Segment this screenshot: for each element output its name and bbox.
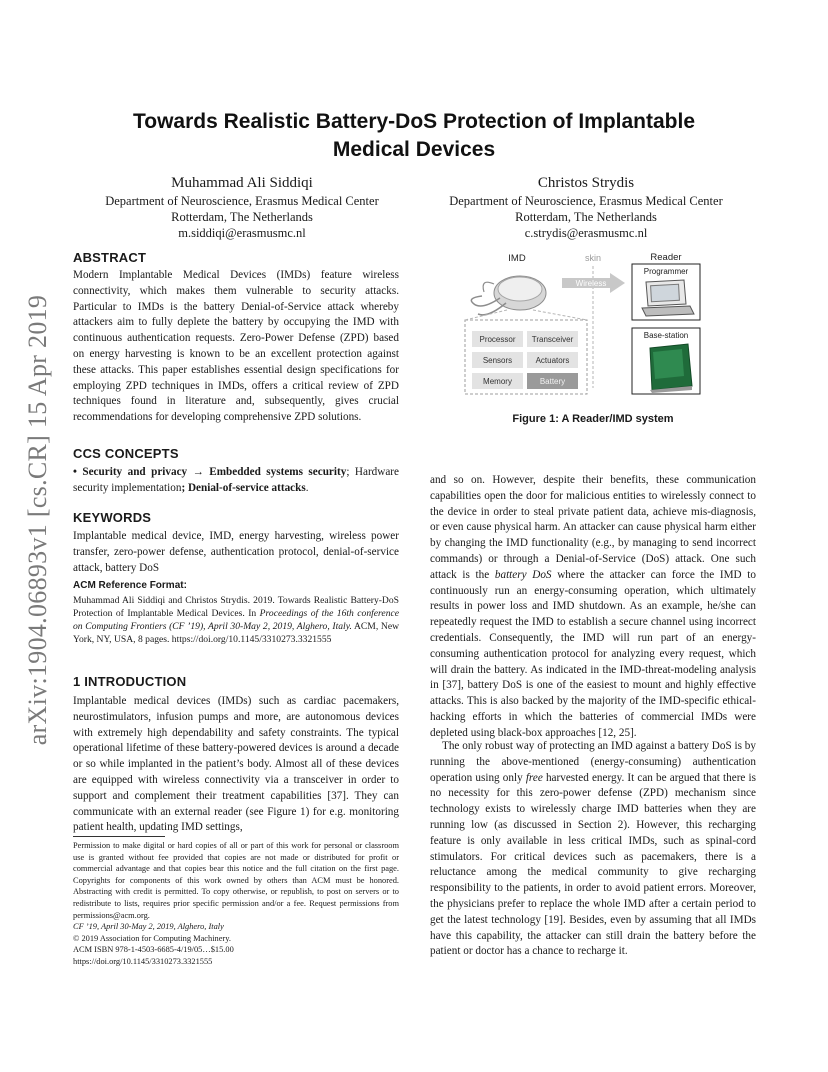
- acm-ref-authors: Muhammad Ali Siddiqi and Christos Strydis. 2019. Towards Realistic Battery-DoS Protection of Implantable Medical Devices. In: [73, 595, 399, 619]
- paragraph-text: and so on. However, despite their benefits, these communication capabilities open the door for malicious entities to wirelessly connect to the device in order to steal private patient data, achieve mis-diagnosis, or even cause physical harm. An attacker can cause physical harm either by changing the IMD functionality (e.g., by managing to send incorrect commands) or through a Denial-of-Service (DoS) attack. One such attack is the: [430, 474, 756, 581]
- paragraph-text: harvested energy. It can be argued that there is no necessity for this zero-power defense (ZPD) mechanism since technology exists to wirelessly charge IMD batteries when they are running low (as discussed in Section 2). However, this recharging feature is only available in less critical IMDs, such as spinal-cord stimulators. For critical devices such as pacemakers, there is a reluctance among the medical community to give recharging responsibility to the patients, in order to avoid patient errors. Moreover, the physicians prefer to replace the whole IMD after a certain period to get the latest technology [19]. Besides, even by assuming that all IMDs have this capability, the attacker can still drain the battery before the patient or doctor has a chance to recharge it.: [430, 771, 756, 958]
- footnote: [73, 840, 399, 968]
- intro-paragraph-continued: [430, 473, 756, 742]
- acm-ref-text: [73, 594, 399, 646]
- author-location: Rotterdam, The Netherlands: [171, 210, 313, 224]
- abstract-heading: ABSTRACT: [73, 250, 147, 265]
- arxiv-id: arXiv:1904.06893v1 [cs.CR] 15 Apr 2019: [23, 294, 52, 746]
- paragraph-text: where the attacker can force the IMD to continuously run an energy-consuming operation, which ultimately results in power loss and IMD shutdown. As an example, he/she can repeatedly request the IMD to establish a secure channel using incorrect credentials. Consequently, the IMD will run part of an energy-consuming authentication protocol for analyzing every request, which will drain the battery. As indicated in the IMD-threat-modeling analysis in [37], battery DoS is one of the easiest to mount and highly effective attacks. This is also backed by the majority of the IMD-specific ethical-hacking efforts in which the batteries of commercial IMDs were depleted using black-box approaches [12, 25].: [430, 568, 756, 739]
- paragraph-emphasis: battery DoS: [494, 568, 552, 581]
- figure-base-station-icon: [650, 344, 692, 393]
- acm-ref-doi: ACM, New York, NY, USA, 8 pages. https://doi.org/10.1145/3310273.3321555: [73, 621, 400, 645]
- author-name: Muhammad Ali Siddiqi: [171, 175, 313, 191]
- author-block-1: [72, 173, 412, 241]
- title-line-2: Medical Devices: [332, 138, 496, 161]
- figure-programmer-label: Programmer: [643, 267, 689, 276]
- ccs-concept-1: • Security and privacy → Embedded systems security: [73, 466, 347, 478]
- footnote-isbn: ACM ISBN 978-1-4503-6685-4/19/05…$15.00: [73, 945, 234, 955]
- footnote-doi: https://doi.org/10.1145/3310273.3321555: [73, 956, 213, 966]
- intro-paragraph-2: [430, 739, 756, 960]
- ccs-separator: ; Hardware security implementation: [73, 466, 399, 494]
- paragraph-emphasis: free: [525, 771, 543, 784]
- author-email: c.strydis@erasmusmc.nl: [524, 226, 648, 240]
- paper-title: [90, 108, 738, 164]
- author-affiliation: Department of Neuroscience, Erasmus Medical Center: [105, 194, 379, 208]
- figure-block-label: Memory: [483, 377, 512, 386]
- figure-wireless-label: Wireless: [575, 279, 607, 288]
- figure-zoom-line-left: [465, 310, 507, 320]
- figure-base-station-label: Base-station: [643, 331, 689, 340]
- figure-reader-label: Reader: [650, 252, 682, 263]
- figure-reader-imd-system: [462, 248, 702, 398]
- footnote-conference: CF ’19, April 30-May 2, 2019, Alghero, Italy: [73, 922, 224, 932]
- ccs-text: [73, 465, 399, 497]
- figure-imd-device-icon: [471, 276, 546, 315]
- author-name: Christos Strydis: [537, 175, 635, 191]
- paragraph-text: The only robust way of protecting an IMD against a battery DoS is by running the above-mentioned (energy-consuming) authentication operation using only: [430, 740, 756, 784]
- figure-block-label: Transceiver: [531, 335, 574, 344]
- acm-ref-proceedings: Proceedings of the 16th conference on Computing Frontiers (CF ’19), April 30-May 2, 2019, Alghero, Italy.: [73, 608, 400, 632]
- introduction-text: Implantable medical devices (IMDs) such as cardiac pacemakers, neurostimulators, infusion pumps and more, are autonomous devices with extremely high dependability and safety constraints. The typical operational lifetime of these battery-powered devices is around a decade or so while implanted in the patient’s body. Almost all of these devices are equipped with wireless connectivity via a transceiver in order to support and complement their treatment capabilities [37]. They can communicate with an external reader (see Figure 1) for e.g. monitoring patient health, updating IMD settings,: [73, 695, 399, 834]
- arxiv-stamp: [18, 280, 58, 760]
- author-block-2: [416, 173, 756, 241]
- abstract-text: Modern Implantable Medical Devices (IMDs) feature wireless connectivity, which makes them vulnerable to security attacks. Particular to IMDs is the battery Denial-of-Service attack whereby attackers aim to fully deplete the battery by occupying the IMD with continuous authentication requests. Zero-Power Defense (ZPD) based on energy harvesting is known to be an excellent protection against these attacks. This paper establishes essential design specifications for employing ZPD techniques in IMDs, offers a critical review of ZPD techniques found in literature and, subsequently, gives crucial recommendations for developing comprehensive ZPD solutions.: [73, 269, 399, 424]
- figure-skin-label: skin: [584, 253, 602, 263]
- ccs-end: .: [305, 481, 309, 494]
- figure-block-label: Actuators: [535, 356, 570, 365]
- author-location: Rotterdam, The Netherlands: [515, 210, 657, 224]
- footnote-copyright: © 2019 Association for Computing Machinery.: [73, 933, 231, 943]
- keywords-heading: KEYWORDS: [73, 510, 152, 525]
- ccs-heading: CCS CONCEPTS: [73, 446, 179, 461]
- figure-zoom-line-right: [533, 310, 587, 320]
- footnote-permission: Permission to make digital or hard copies of all or part of this work for personal or classroom use is granted without fee provided that copies are not made or distributed for profit or commercial advantage and that copies bear this notice and the full citation on the first page. Copyrights for components of this work owned by others than ACM must be honored. Abstracting with credit is permitted. To copy otherwise, or republish, to post on servers or to redistribute to lists, requires prior specific permission and/or a fee. Request permissions from permissions@acm.org.: [73, 841, 399, 920]
- acm-ref-heading: ACM Reference Format:: [73, 580, 187, 591]
- figure-caption: Figure 1: A Reader/IMD system: [512, 413, 674, 425]
- figure-block-label: Battery: [539, 377, 566, 386]
- figure-block-label: Processor: [479, 335, 516, 344]
- keywords-text: Implantable medical device, IMD, energy harvesting, wireless power transfer, zero-power defense, authentication protocol, denial-of-service attack, battery DoS: [73, 530, 399, 574]
- figure-programmer-icon: [642, 280, 694, 316]
- author-email: m.siddiqi@erasmusmc.nl: [178, 226, 306, 240]
- ccs-concept-3: ; Denial-of-service attacks: [181, 481, 306, 494]
- figure-block-label: Sensors: [482, 356, 513, 365]
- title-line-1: Towards Realistic Battery-DoS Protection of Implantable: [132, 110, 696, 133]
- footnote-rule: [73, 836, 165, 837]
- figure-imd-label: IMD: [508, 253, 526, 264]
- author-affiliation: Department of Neuroscience, Erasmus Medical Center: [449, 194, 723, 208]
- introduction-heading: 1 INTRODUCTION: [73, 674, 187, 689]
